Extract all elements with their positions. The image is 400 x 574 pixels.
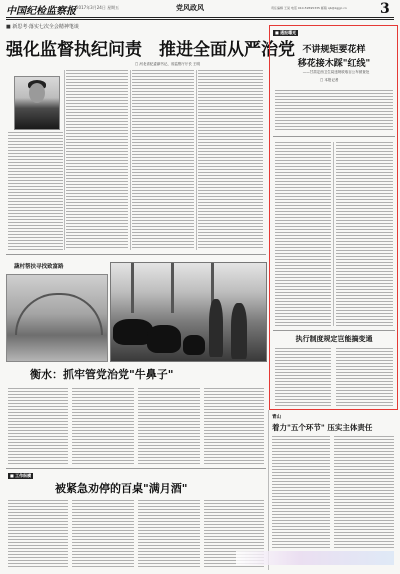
cow (183, 335, 205, 355)
bottom-section-tag: ■ 工作纵横 (10, 473, 32, 478)
portrait-face (29, 83, 45, 103)
barn-beam (131, 263, 134, 313)
section-rule (6, 468, 266, 469)
bottom-article-col-3 (138, 500, 200, 568)
paper-name: 中国纪检监察报 (6, 6, 76, 17)
right-rule (273, 330, 395, 331)
right-section2-col-2 (336, 348, 393, 406)
masthead-rule-secondary (6, 19, 394, 20)
main-article-col-2 (66, 70, 128, 250)
editor-info: 责任编辑 王昊 电话 010-59595335 邮箱 qb@zgjjjc.cn (271, 6, 347, 10)
right-section2-headline: 执行制度规定岂能搞变通 (295, 334, 373, 343)
watermark-band (236, 551, 394, 565)
right-section2-col-1 (275, 348, 331, 406)
barn-beam (171, 263, 174, 313)
right-headline-line2: 移花接木踩"红线" (297, 59, 371, 69)
main-kicker: ■ 新思考·落实七次全会精神笔谈 (6, 24, 79, 30)
right-column-tag: ■ 通报曝光 (275, 30, 297, 35)
masthead-rule (6, 17, 394, 18)
main-headline: 强化监督执纪问责 推进全面从严治党 (6, 40, 295, 60)
col-divider (64, 70, 65, 250)
right-rule (273, 136, 395, 137)
lower-article-col-4 (204, 388, 264, 464)
right-reporter: □ 本报记者 (320, 78, 339, 82)
right-col-2 (336, 142, 393, 326)
greenhouse-photo (6, 274, 108, 362)
right-subhead: ——甘肃定西卫生局违规收取百公车被查处 (302, 70, 370, 74)
bottom-article-col-2 (72, 500, 134, 568)
right-lower-col-1 (272, 436, 330, 548)
issue-date: 2017年3月24日 星期五 (76, 5, 120, 10)
right-divider (268, 410, 269, 570)
right-section3-label: 青山 (272, 415, 281, 420)
photo-caption: 蔬村帮扶寻找致富路 (14, 264, 64, 270)
page-number: 3 (380, 1, 390, 17)
person (209, 299, 223, 357)
lower-article-col-1 (8, 388, 68, 464)
main-subhead: □ 河北省纪委副书记、省监察厅厅长 王明 (135, 62, 201, 66)
main-article-col-1 (8, 132, 63, 250)
main-article-col-3 (132, 70, 194, 250)
portrait-photo (14, 76, 60, 130)
lower-article-col-2 (72, 388, 134, 464)
right-col-1 (275, 142, 331, 326)
section-label: 党风政风 (176, 3, 204, 12)
right-section3-headline: 着力"五个环节" 压实主体责任 (272, 423, 373, 432)
right-col-divider (333, 142, 334, 326)
bottom-headline: 被紧急劝停的百桌"满月酒" (55, 482, 188, 495)
cattle-barn-photo (110, 262, 267, 362)
main-article-col-4 (198, 70, 263, 250)
cow (147, 325, 181, 353)
right-lower-col-2 (334, 436, 394, 548)
masthead (6, 2, 394, 16)
bottom-article-col-1 (8, 500, 68, 568)
lower-article-col-3 (138, 388, 200, 464)
hengshui-headline: 衡水：抓牢管党治党"牛鼻子" (30, 368, 174, 381)
right-intro-text (275, 90, 393, 132)
right-headline-line1: 不讲规矩要花样 (302, 45, 366, 55)
person (231, 303, 247, 359)
greenhouse-arc (15, 293, 103, 335)
col-divider (130, 70, 131, 250)
section-rule (6, 254, 266, 255)
col-divider (196, 70, 197, 250)
